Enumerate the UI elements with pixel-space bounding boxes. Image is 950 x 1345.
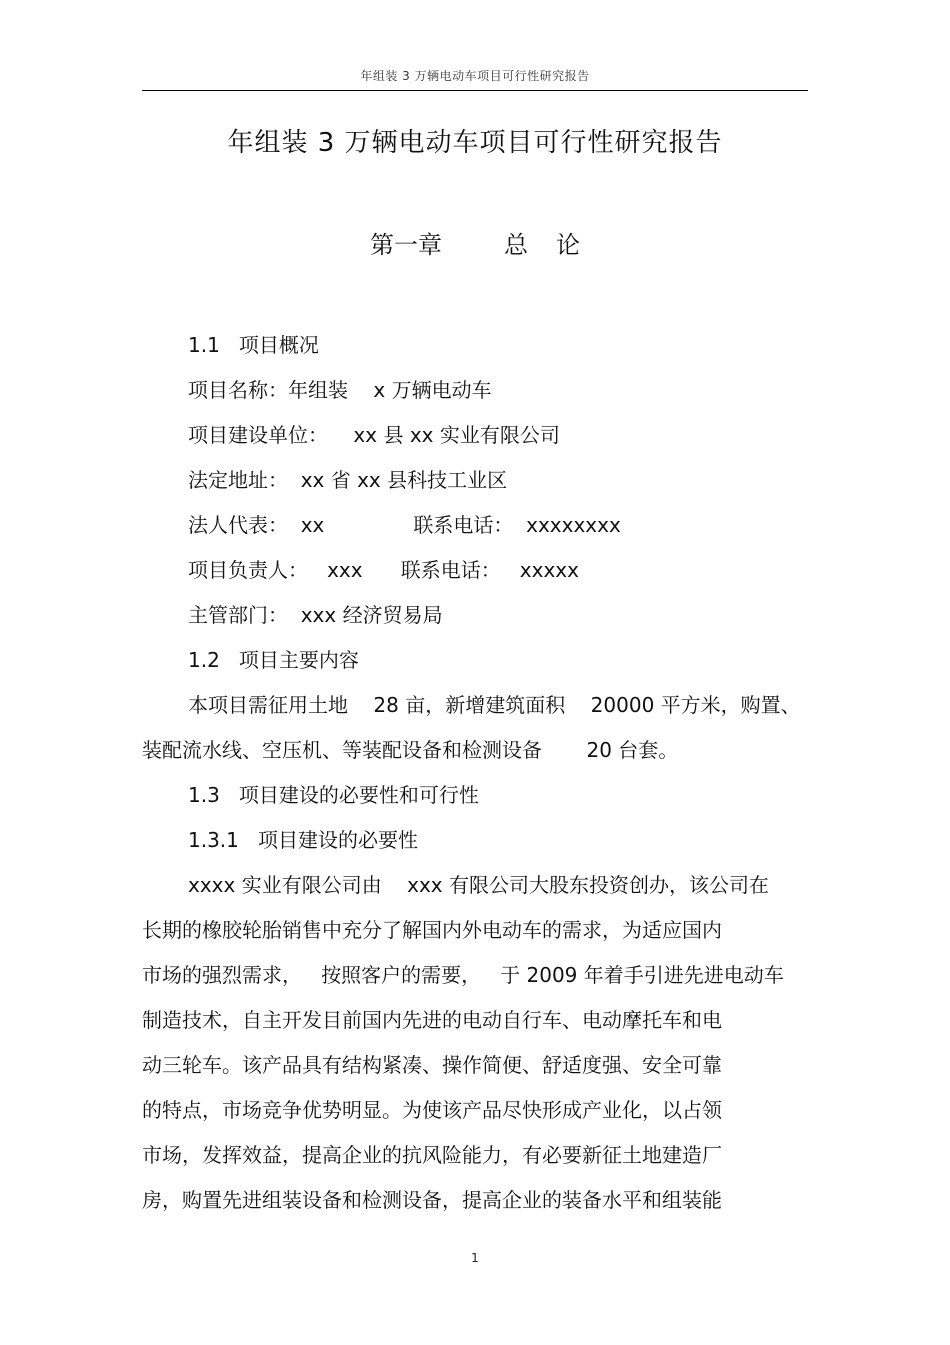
paragraph-line: 动三轮车。该产品具有结构紧凑、操作简便、舒适度强、安全可靠 — [142, 1053, 722, 1077]
paragraph-line: 市场的强烈需求， 按照客户的需要， 于 2009 年着手引进先进电动车 — [142, 963, 784, 987]
paragraph-line: 市场，发挥效益，提高企业的抗风险能力，有必要新征土地建造厂 — [142, 1143, 722, 1167]
section-heading: 1.2 项目主要内容 — [188, 648, 359, 672]
page-number: 1 — [471, 1251, 479, 1265]
chapter-number: 第一章 — [370, 231, 442, 259]
paragraph-line: 法人代表： xx 联系电话： xxxxxxxx — [188, 513, 621, 537]
paragraph-line: 的特点，市场竞争优势明显。为使该产品尽快形成产业化，以占领 — [142, 1098, 722, 1122]
section-heading: 1.1 项目概况 — [188, 333, 319, 357]
paragraph-line: 项目负责人： xxx 联系电话： xxxxx — [188, 558, 579, 582]
paragraph-line: 本项目需征用土地 28 亩，新增建筑面积 20000 平方米，购置、 — [188, 693, 801, 717]
paragraph-line: xxxx 实业有限公司由 xxx 有限公司大股东投资创办，该公司在 — [188, 873, 769, 897]
paragraph-line: 项目建设单位： xx 县 xx 实业有限公司 — [188, 423, 560, 447]
paragraph-line: 长期的橡胶轮胎销售中充分了解国内外电动车的需求，为适应国内 — [142, 918, 722, 942]
paragraph-line: 制造技术，自主开发目前国内先进的电动自行车、电动摩托车和电 — [142, 1008, 722, 1032]
chapter-heading — [0, 225, 950, 260]
paragraph-line: 项目名称：年组装 x 万辆电动车 — [188, 378, 492, 402]
paragraph-line: 主管部门： xxx 经济贸易局 — [188, 603, 443, 627]
paragraph-line: 装配流水线、空压机、等装配设备和检测设备 20 台套。 — [142, 738, 679, 762]
subsection-heading: 1.3.1 项目建设的必要性 — [188, 828, 418, 852]
paragraph-line: 法定地址： xx 省 xx 县科技工业区 — [188, 468, 508, 492]
running-header: 年组装 3 万辆电动车项目可行性研究报告 — [360, 69, 590, 83]
document-title: 年组装 3 万辆电动车项目可行性研究报告 — [227, 128, 723, 158]
paragraph-line: 房，购置先进组装设备和检测设备，提高企业的装备水平和组装能 — [142, 1188, 722, 1212]
chapter-name-2: 论 — [556, 231, 580, 259]
chapter-name-1: 总 — [504, 231, 528, 259]
section-heading: 1.3 项目建设的必要性和可行性 — [188, 783, 479, 807]
header-rule — [142, 90, 808, 91]
